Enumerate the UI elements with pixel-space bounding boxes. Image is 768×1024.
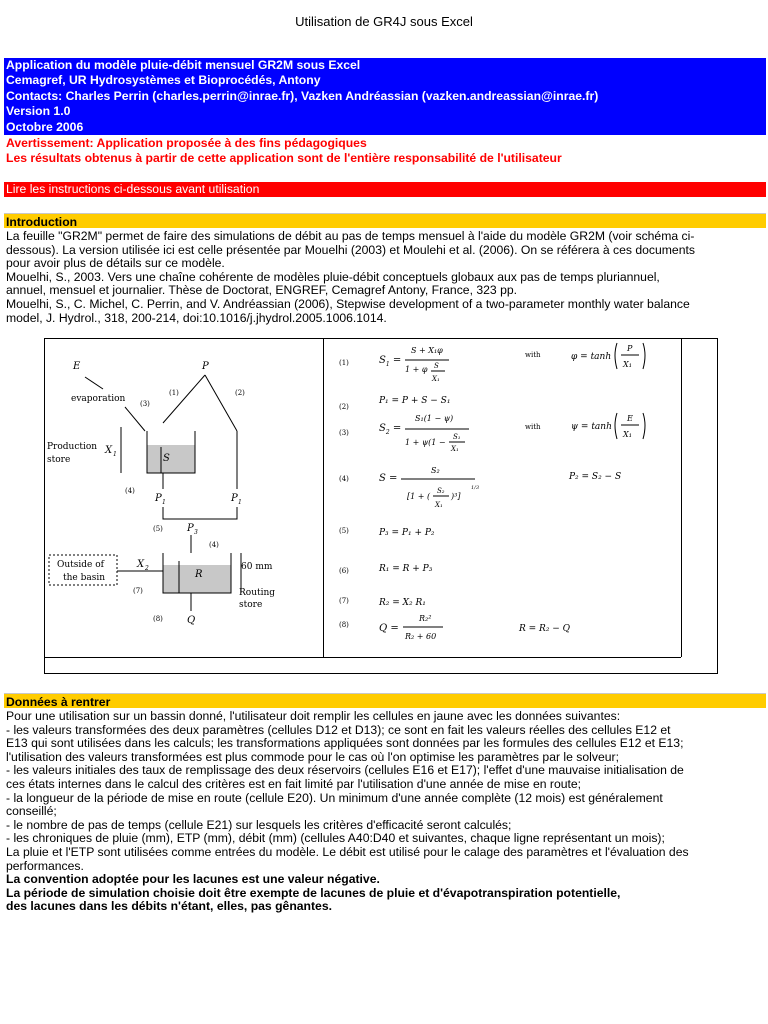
label-routing: Routing (239, 588, 276, 598)
eq3-lhs: $S_2$ = (379, 423, 402, 436)
label-production: Production (47, 442, 98, 452)
intro-line: annuel, mensuel et journalier. Thèse de Doctorat, ENGREF, Cemagref Antony, France, 323 pp. (6, 283, 518, 298)
label-S: S (163, 453, 170, 464)
eq1-phi-den: X₁ (623, 360, 632, 369)
equations-panel (325, 339, 681, 657)
label-60mm: 60 mm (241, 562, 273, 572)
eq3-num: S₁(1 − ψ) (415, 414, 454, 423)
label-X1: X (105, 445, 113, 456)
eq8-den: R₂ + 60 (405, 632, 437, 641)
intro-line: pour avoir plus de détails sur ce modèle. (6, 256, 225, 271)
eq3-den: 1 + ψ(1 − (405, 438, 446, 447)
eq1-den: 1 + φ (405, 365, 428, 374)
donnees-line: performances. (6, 858, 84, 873)
model-diagram (45, 339, 323, 657)
eq1-den-frac: S (434, 362, 439, 370)
label-n1: (1) (169, 389, 179, 397)
eq4-den-close: )³] (451, 492, 461, 501)
eq4-den: [1 + ( (407, 492, 431, 501)
label-n5: (5) (153, 525, 163, 533)
eq4-den-s2: S₂ (437, 487, 445, 495)
label-P3: P (187, 523, 194, 534)
label-store: store (47, 455, 71, 465)
label-P1a-sub: 1 (162, 499, 166, 506)
eq3-psi: ψ = tanh (571, 422, 612, 432)
eq1-phi: φ = tanh (571, 352, 612, 362)
header-line-version: Version 1.0 (6, 104, 71, 119)
donnees-line: conseillé; (6, 804, 57, 819)
donnees-bold-line: des lacunes dans les débits n'étant, elles, pas gênantes. (6, 899, 332, 914)
donnees-line: - la longueur de la période de mise en route (cellule E20). Un minimum d'une année complète (12 mois) est généralement (6, 790, 663, 805)
eq3-psi-den: X₁ (623, 430, 632, 439)
label-X1-sub: 1 (113, 451, 117, 458)
eq1-lhs: $S_1$ = (379, 355, 402, 368)
label-E: E (73, 361, 81, 372)
donnees-line: E13 qui sont utilisées dans les calculs; les transformations appliquées sont données par les formules des cellules E12 et E13; (6, 736, 684, 751)
header-block (4, 58, 766, 135)
eq3-psi-num: E (627, 414, 633, 423)
eq7: R₂ = X₂ R₁ (379, 598, 426, 608)
label-n3: (3) (140, 400, 150, 408)
label-R: R (195, 569, 203, 580)
eq-number-7: (7) (339, 597, 349, 605)
header-line-app: Application du modèle pluie-débit mensuel GR2M sous Excel (6, 58, 361, 72)
donnees-bold-line: La convention adoptée pour les lacunes est une valeur négative. (6, 872, 380, 887)
eq-with-1: with (525, 351, 541, 359)
eq8b: R = R₂ − Q (519, 624, 571, 634)
donnees-line: - le nombre de pas de temps (cellule E21) sur lesquels les critères d'efficacité seront calculés; (6, 817, 512, 832)
label-P1b-sub: 1 (238, 499, 242, 506)
eq4-exp: 1/3 (471, 485, 480, 491)
donnees-line: - les valeurs transformées des deux paramètres (cellules D12 et D13); ce sont en fait les valeurs réelles des cellules E12 et (6, 722, 671, 737)
header-line-org: Cemagref, UR Hydrosystèmes et Bioprocédés, Antony (6, 73, 321, 88)
label-n8: (8) (153, 615, 163, 623)
label-X2: X (137, 559, 145, 570)
donnees-line: l'utilisation des valeurs transformées est plus commode pour le cas où l'on optimise les paramètres par le solveur; (6, 749, 619, 764)
intro-line: La feuille "GR2M" permet de faire des simulations de débit au pas de temps mensuel à l'aide du modèle GR2M (voir schéma ci- (6, 229, 695, 243)
eq1-den-x1: X₁ (432, 375, 440, 383)
eq-number-2: (2) (339, 403, 349, 411)
label-n7: (7) (133, 587, 143, 595)
label-P1b: P (231, 493, 238, 504)
eq-number-8: (8) (339, 621, 349, 629)
intro-line: Mouelhi, S., 2003. Vers une chaîne cohérente de modèles pluie-débit conceptuels globaux aux pas de temps pluriannuel, (6, 269, 660, 284)
eq3-den-x1: X₁ (451, 445, 459, 453)
label-store-2: store (239, 600, 263, 610)
eq3-den-s1: S₁ (453, 433, 461, 441)
eq-with-2: with (525, 423, 541, 431)
eq8-num: R₂² (419, 614, 432, 623)
donnees-bold-line: La période de simulation choisie doit être exempte de lacunes de pluie et d'évapotranspiration potentielle, (6, 885, 621, 900)
eq4-lhs: S = (379, 473, 398, 484)
warning-line-1: Avertissement: Application proposée à des fins pédagogiques (6, 136, 367, 150)
label-P3-sub: 3 (194, 529, 198, 536)
eq6: R₁ = R + P₃ (379, 564, 433, 574)
label-outside-1: Outside of (57, 560, 104, 570)
header-line-contacts: Contacts: Charles Perrin (charles.perrin@inrae.fr), Vazken Andréassian (vazken.andreassian@inrae.fr) (6, 88, 599, 103)
label-outside-2: the basin (63, 573, 106, 583)
label-n4a: (4) (125, 487, 135, 495)
header-line-date: Octobre 2006 (6, 119, 84, 134)
eq-number-5: (5) (339, 527, 349, 535)
eq-number-6: (6) (339, 567, 349, 575)
eq-number-4: (4) (339, 475, 349, 483)
eq2: P₁ = P + S − S₁ (379, 396, 451, 406)
warning-line-2: Les résultats obtenus à partir de cette application sont de l'entière responsabilité de l'utilisateur (6, 151, 562, 166)
donnees-heading: Données à rentrer (4, 693, 766, 708)
label-n4b: (4) (209, 541, 219, 549)
eq4b: P₂ = S₂ − S (569, 472, 622, 482)
eq8-lhs: Q = (379, 623, 399, 634)
label-Q: Q (187, 615, 196, 626)
label-P1a: P (155, 493, 162, 504)
donnees-line: La pluie et l'ETP sont utilisées comme entrées du modèle. Le débit est utilisé pour le calage des paramètres et l'évaluation des (6, 844, 689, 859)
introduction-text (6, 230, 762, 325)
eq-number-1: (1) (339, 359, 349, 367)
eq1-num: S + X₁φ (411, 346, 443, 355)
label-X2-sub: 2 (145, 565, 149, 572)
gr2m-schema-figure (44, 338, 718, 674)
intro-line: model, J. Hydrol., 318, 200-214, doi:10.1016/j.jhydrol.2005.1006.1014. (6, 310, 387, 325)
eq4-den-x1: X₁ (435, 501, 443, 509)
eq5: P₃ = P₁ + P₂ (379, 528, 435, 538)
donnees-line: ces états internes dans le calcul des critères est en fait limité par l'utilisation d'une année de mise en route; (6, 776, 582, 791)
intro-line: Mouelhi, S., C. Michel, C. Perrin, and V. Andréassian (2006), Stepwise development of a two-parameter monthly water balance (6, 296, 690, 311)
label-P: P (202, 361, 209, 372)
donnees-line: - les chroniques de pluie (mm), ETP (mm), débit (mm) (cellules A40:D40 et suivantes, chaque ligne représentant un mois); (6, 831, 665, 846)
eq4-num: S₂ (431, 466, 440, 475)
donnees-text (6, 710, 762, 914)
eq-number-3: (3) (339, 429, 349, 437)
label-n2: (2) (235, 389, 245, 397)
donnees-line: Pour une utilisation sur un bassin donné, l'utilisateur doit remplir les cellules en jaune avec les données suivantes: (6, 709, 621, 723)
intro-line: dessous). La version utilisée ici est celle présentée par Mouelhi (2003) et Moulehi et al. (2006). On se référera à ces documents (6, 242, 695, 257)
warning-block (6, 136, 766, 167)
donnees-line: - les valeurs initiales des taux de remplissage des deux réservoirs (cellules E16 et E17); l'effet d'une mauvaise initialisation de (6, 763, 684, 778)
label-evaporation: evaporation (71, 394, 126, 404)
instructions-bar: Lire les instructions ci-dessous avant utilisation (4, 182, 766, 197)
eq1-phi-num: P (627, 344, 633, 353)
page-title: Utilisation de GR4J sous Excel (295, 14, 473, 29)
introduction-heading: Introduction (4, 213, 766, 228)
